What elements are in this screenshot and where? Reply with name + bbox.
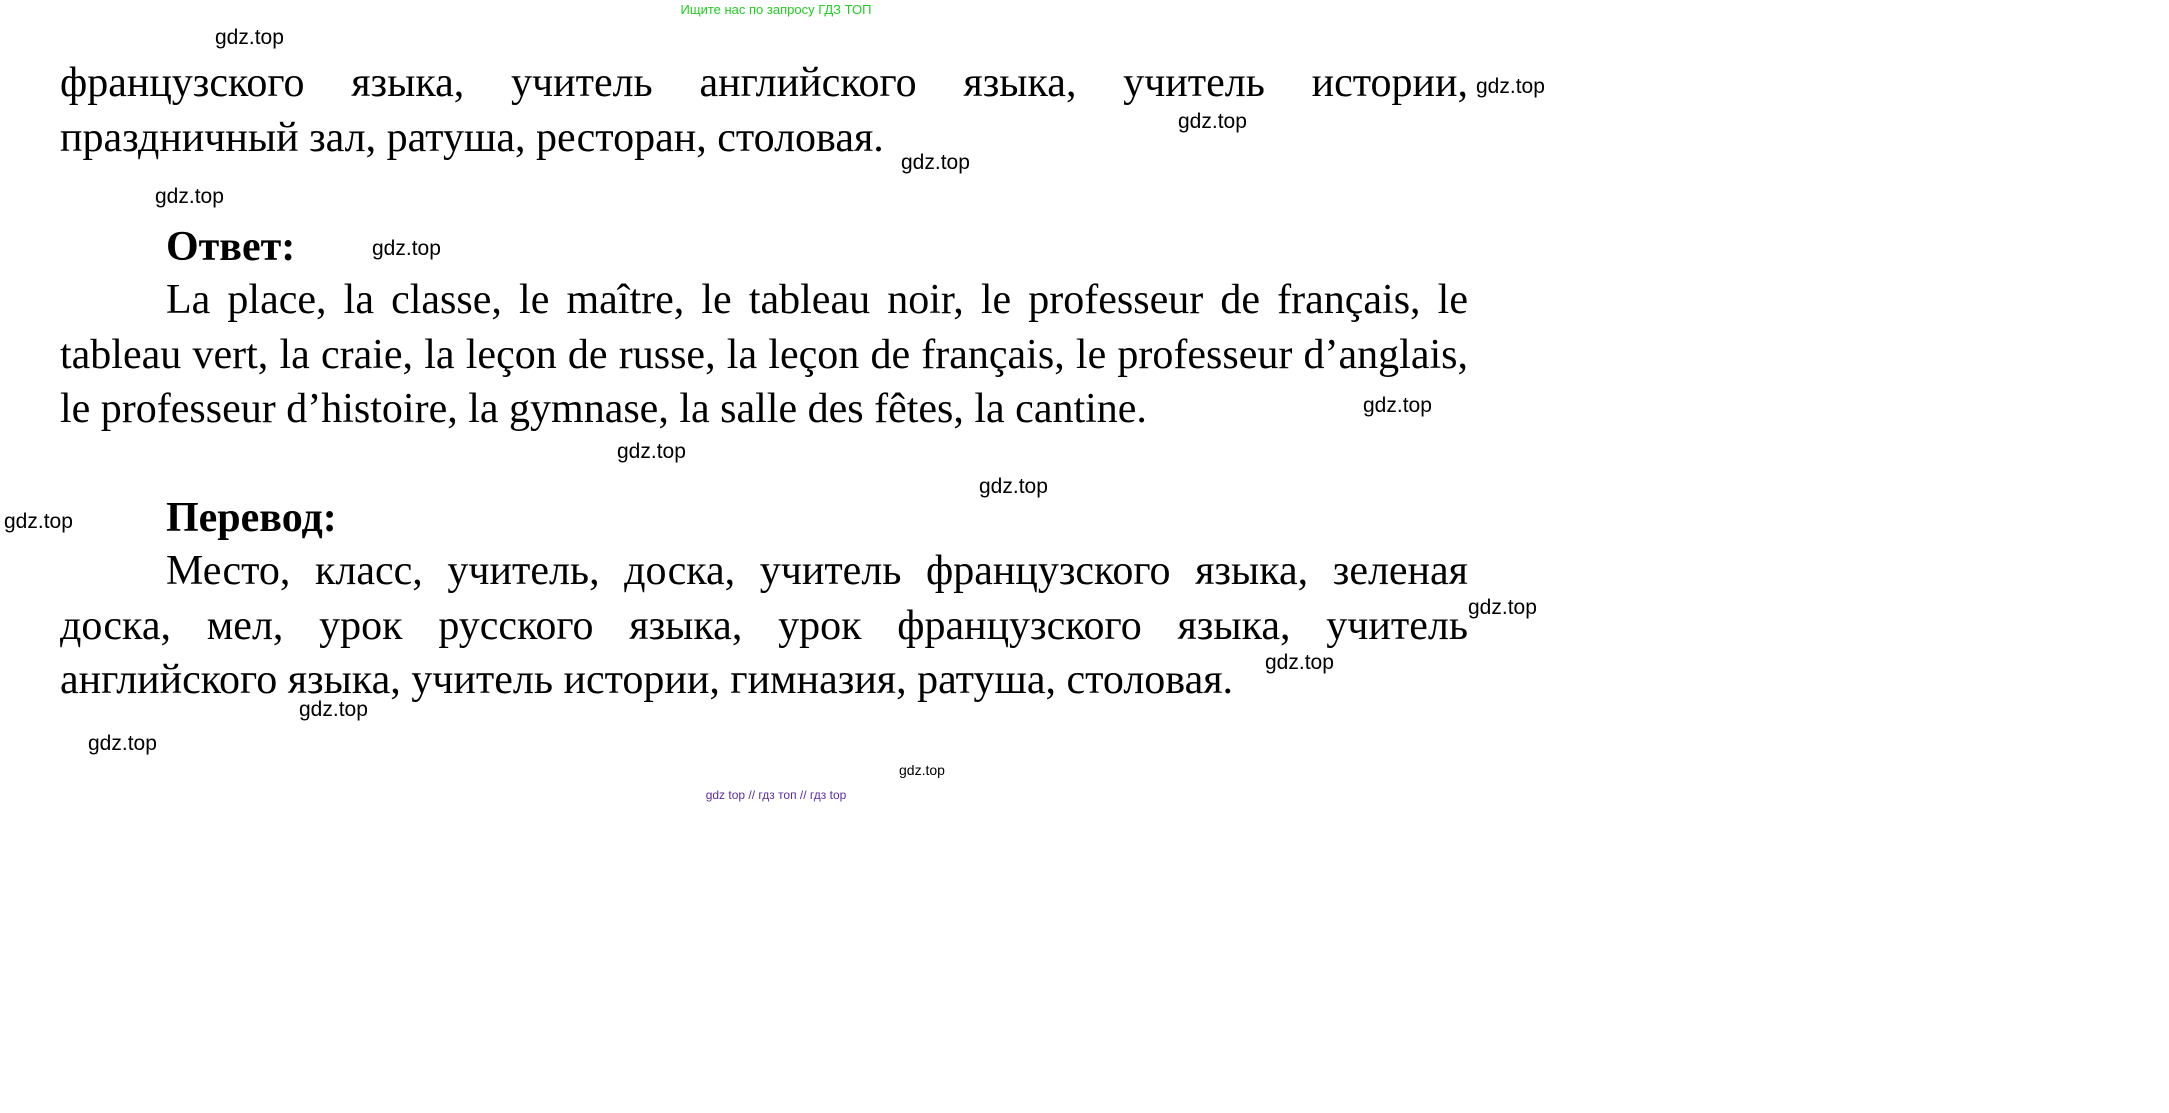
watermark: gdz.top <box>155 185 224 208</box>
watermark: gdz.top <box>617 440 686 463</box>
watermark: gdz.top <box>1265 651 1334 674</box>
translation-paragraph <box>60 544 1468 708</box>
answer-paragraph <box>60 273 1468 437</box>
watermark: gdz.top <box>372 237 441 260</box>
watermark: gdz.top <box>299 698 368 721</box>
watermark: gdz.top <box>1476 75 1545 98</box>
answer-heading: Ответ: <box>166 224 296 270</box>
footer-links[interactable]: gdz top // гдз топ // гдз top <box>705 788 847 802</box>
top-banner: Ищите нас по запросу ГДЗ ТОП <box>680 2 872 17</box>
watermark: gdz.top <box>899 762 945 778</box>
translation-heading: Перевод: <box>166 495 337 541</box>
continued-text: французского языка, учитель английского языка, учитель истории, праздничный зал, ратуша, ресторан, столовая. <box>60 60 1468 161</box>
answer-text: La place, la classe, le maître, le tableau noir, le professeur de français, le tableau vert, la craie, la leçon de russe, la leçon de français, le professeur d’anglais, le professeur d’histoire, la gymnase, la salle des fêtes, la cantine. <box>60 277 1468 432</box>
watermark: gdz.top <box>1363 394 1432 417</box>
translation-text: Место, класс, учитель, доска, учитель французского языка, зеленая доска, мел, урок русского языка, урок французского языка, учитель английского языка, учитель истории, гимназия, ратуша, столовая. <box>60 548 1468 703</box>
watermark: gdz.top <box>88 732 157 755</box>
continued-paragraph <box>60 56 1468 165</box>
watermark: gdz.top <box>901 151 970 174</box>
watermark: gdz.top <box>1178 110 1247 133</box>
watermark: gdz.top <box>215 26 284 49</box>
watermark: gdz.top <box>1468 596 1537 619</box>
watermark: gdz.top <box>979 475 1048 498</box>
watermark: gdz.top <box>4 510 73 533</box>
